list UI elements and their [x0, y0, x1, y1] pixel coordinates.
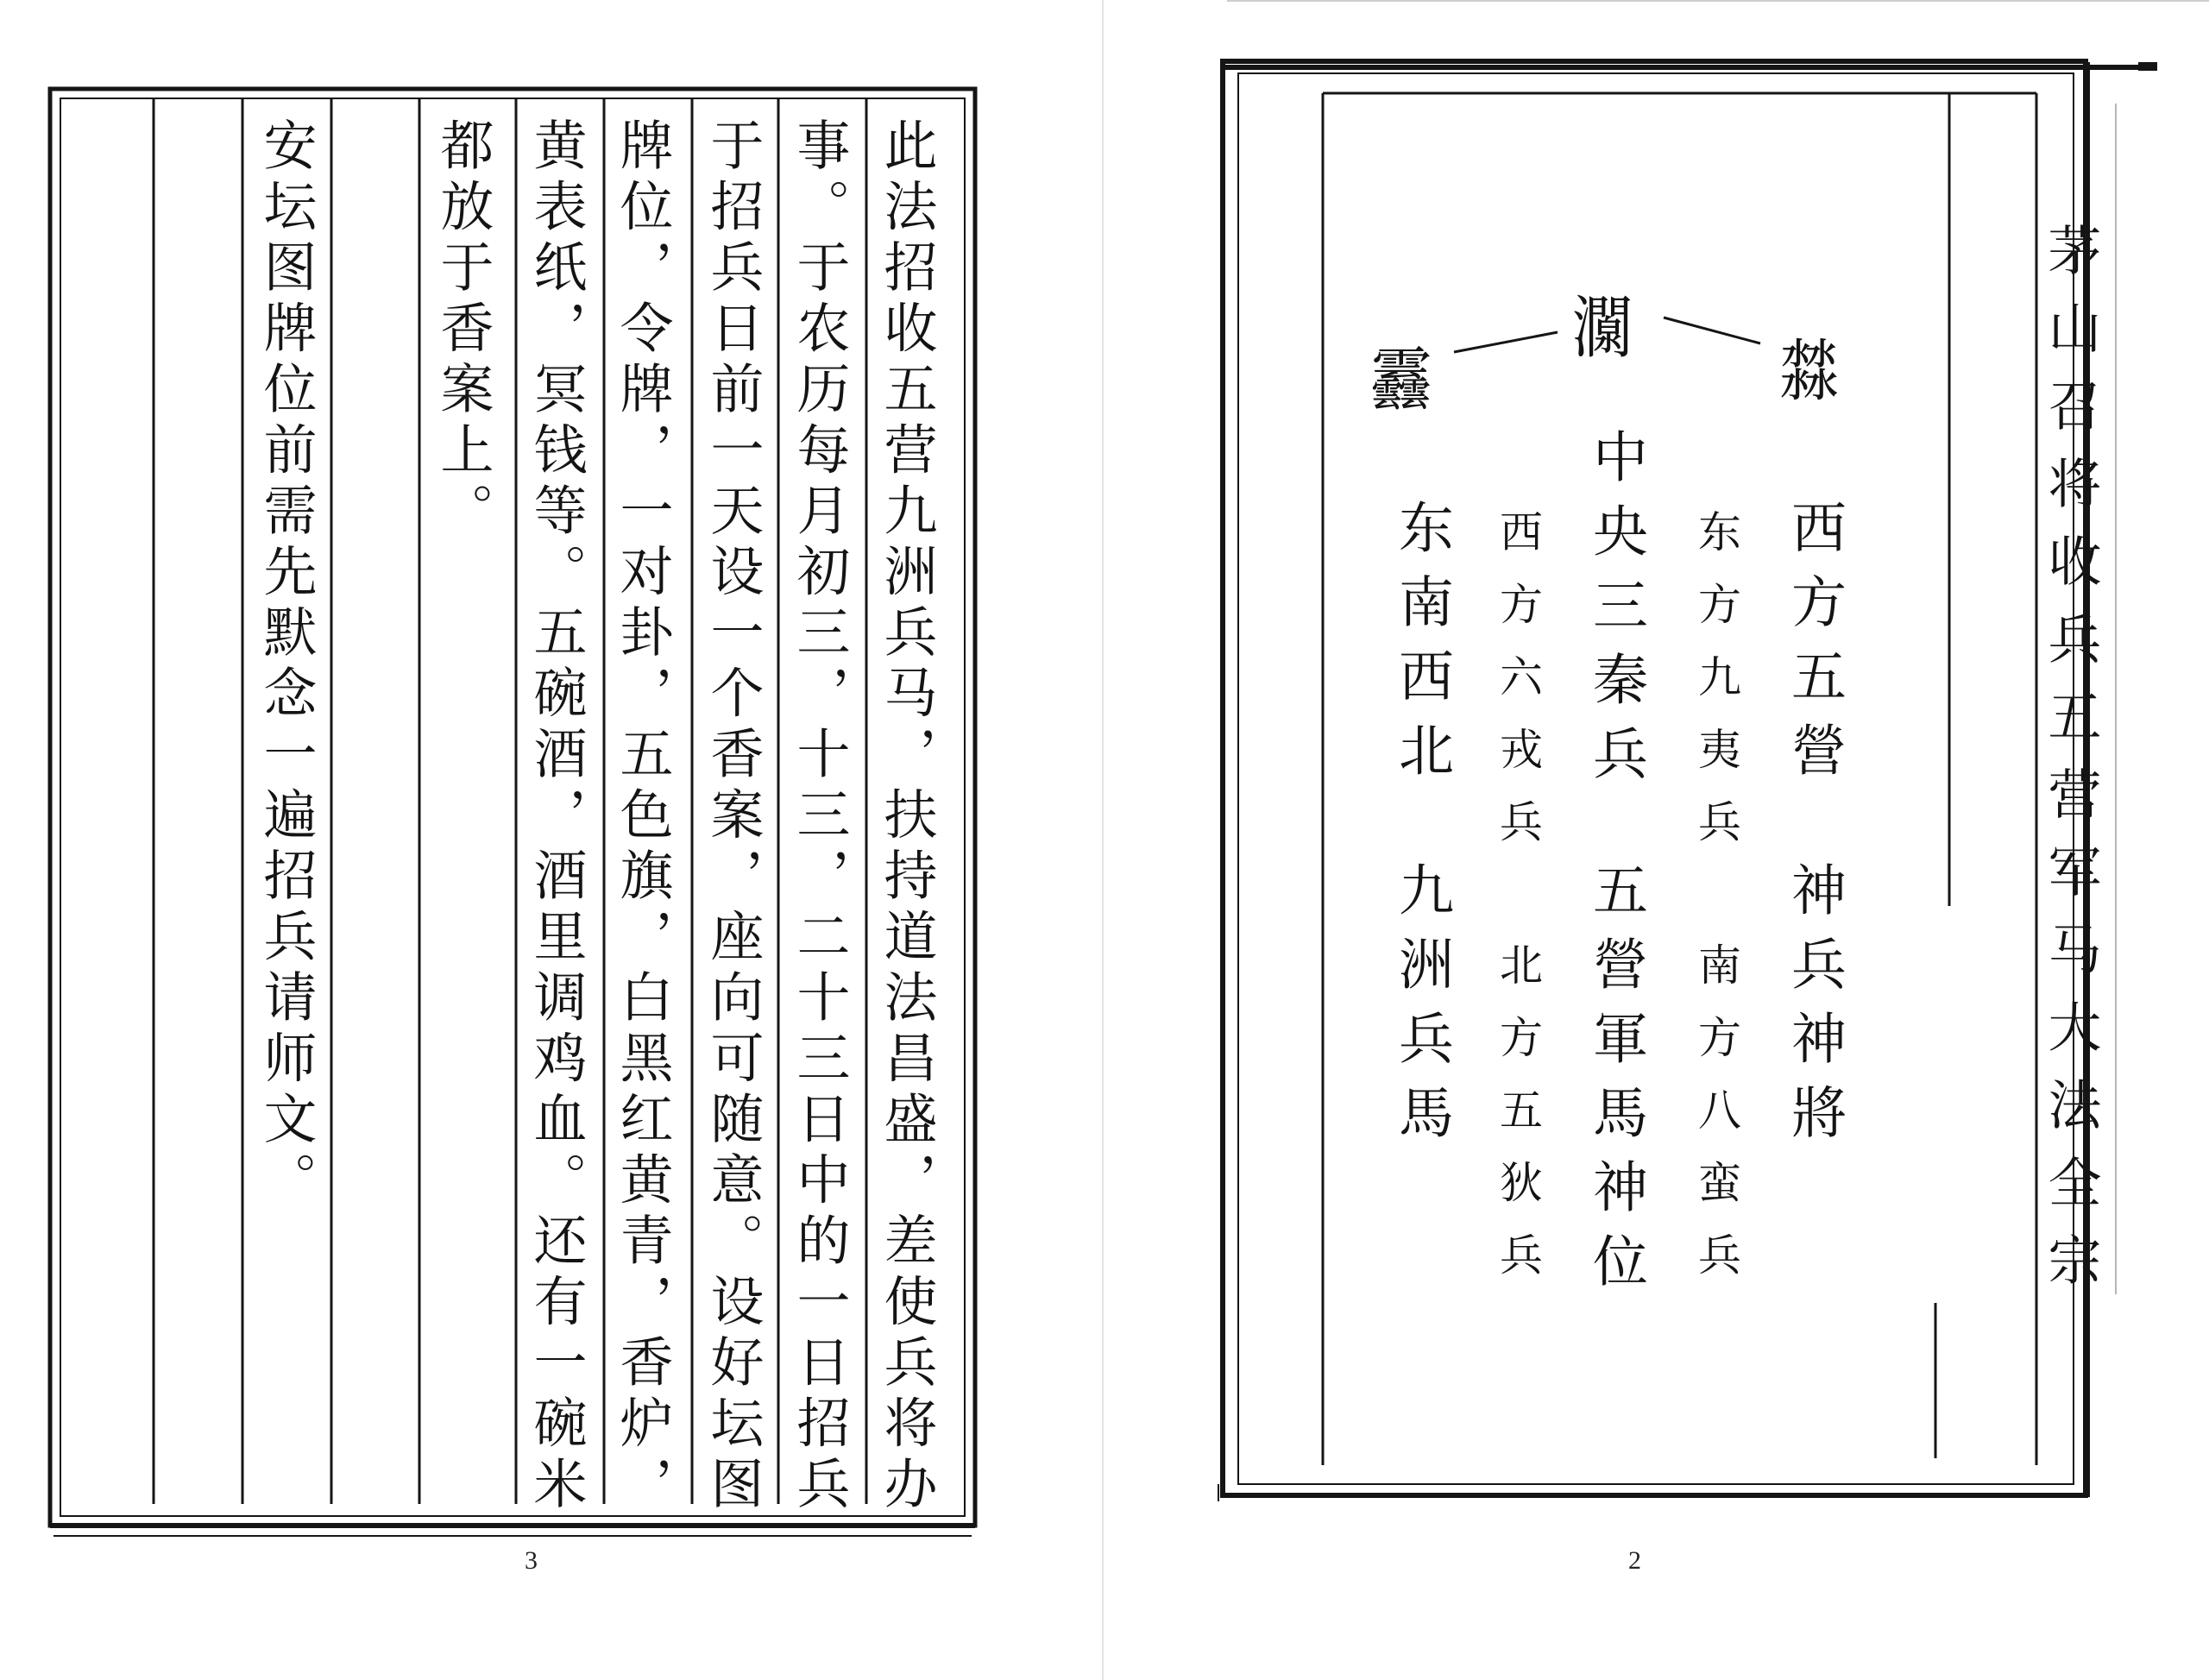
seal-right: 㵘	[1778, 333, 1841, 411]
text-column-6: 都放于香案上。	[431, 117, 494, 544]
five-camps-army-tablet: 五營軍馬神位	[1583, 861, 1647, 1306]
seal-left: 䨺	[1370, 342, 1432, 419]
text-column-1: 此法招收五营九洲兵马，扶持道法昌盛，差使兵将办	[875, 117, 938, 1517]
center-three-qin-soldiers: 中央三秦兵	[1583, 428, 1647, 799]
north-five-di-soldiers: 北方五狄兵	[1493, 942, 1543, 1305]
page-number-left: 3	[525, 1546, 538, 1575]
divine-soldiers-generals: 神兵神將	[1782, 861, 1846, 1158]
text-column-3: 于招兵日前一天设一个香案，座向可随意。设好坛图	[702, 117, 765, 1517]
nine-continents-army: 九洲兵馬	[1389, 861, 1453, 1158]
spine-shadow	[1061, 0, 1148, 1680]
book-title: 茅山召将收兵五营军马大法全宗	[2039, 223, 2102, 1310]
seal-center: 灁	[1571, 290, 1633, 368]
text-column-4: 牌位，令牌，一对卦，五色旗，白黑红黄青，香炉，	[611, 117, 674, 1517]
text-column-5: 黄表纸，冥钱等。五碗酒，酒里调鸡血。还有一碗米	[525, 117, 588, 1517]
left-page-frame	[0, 0, 1018, 1680]
south-eight-man-soldiers: 南方八蛮兵	[1691, 942, 1741, 1305]
four-directions: 东南西北	[1389, 499, 1453, 796]
west-six-rong-soldiers: 西方六戎兵	[1493, 509, 1543, 871]
text-column-8: 安坛图牌位前需先默念一遍招兵请师文。	[255, 117, 318, 1212]
text-column-2: 事。于农历每月初三，十三，二十三日中的一日招兵	[788, 117, 851, 1517]
page-number-right: 2	[1628, 1546, 1641, 1575]
west-five-camps: 西方五營	[1782, 499, 1846, 796]
east-nine-yi-soldiers: 东方九夷兵	[1691, 509, 1741, 871]
